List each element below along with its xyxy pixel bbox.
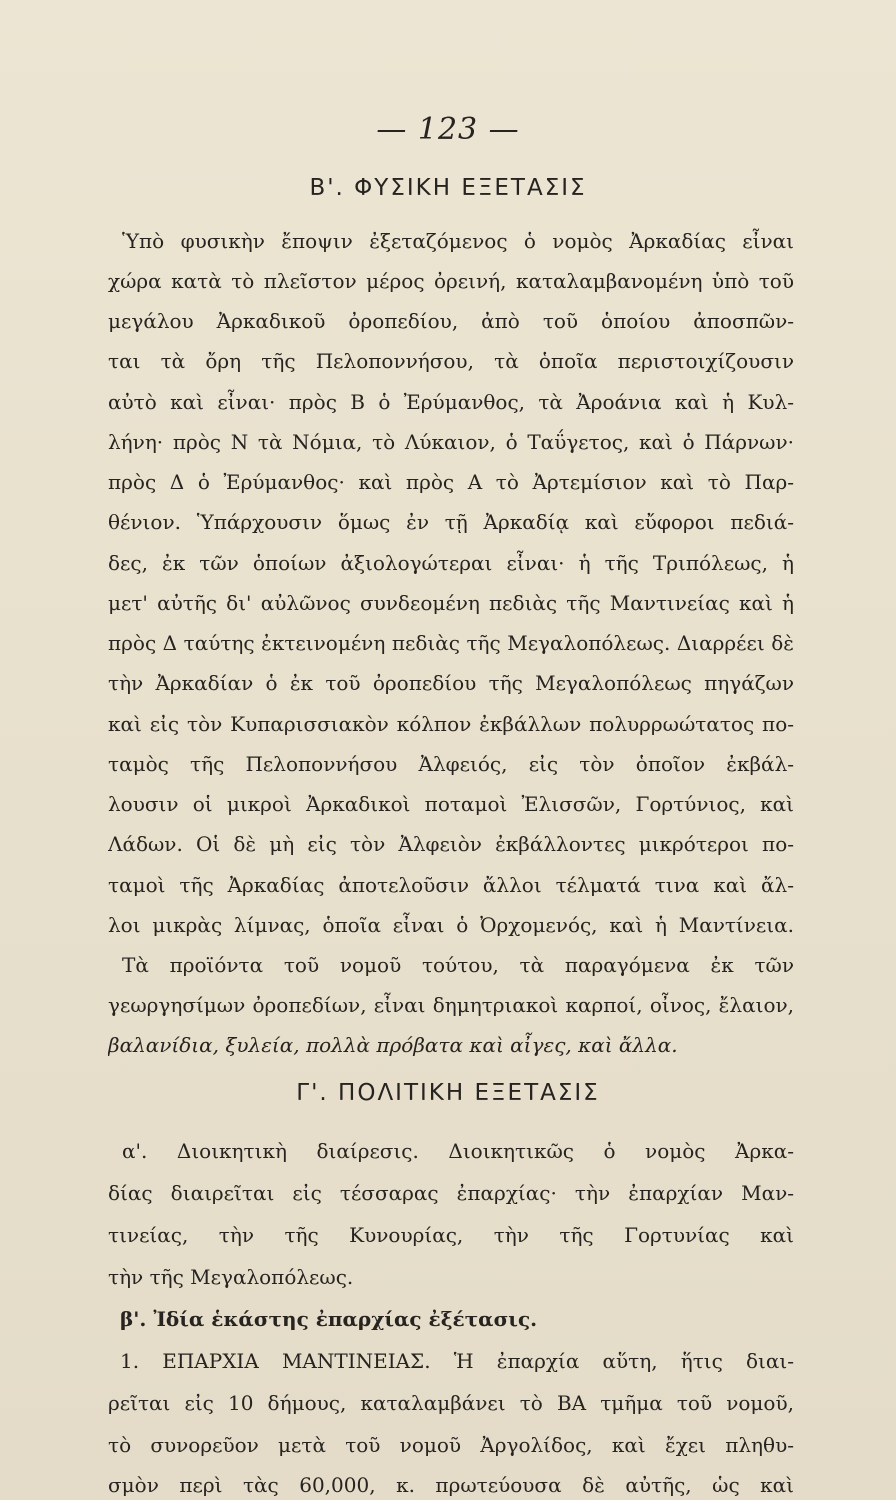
subheading-line: β'. Ἰδία ἑκάστης ἐπαρχίας ἐξέτασις. xyxy=(120,1307,538,1331)
text-line: πρὸς Δ ὁ Ἐρύμανθος· καὶ πρὸς Α τὸ Ἀρτεμίσιον καὶ τὸ Παρ- xyxy=(108,470,794,494)
text-line: λουσιν οἱ μικροὶ Ἀρκαδικοὶ ποταμοὶ Ἐλισσῶν, Γορτύνιος, καὶ xyxy=(108,792,794,816)
text-line: ται τὰ ὄρη τῆς Πελοποννήσου, τὰ ὁποῖα περιστοιχίζουσιν xyxy=(108,349,794,373)
text-line: τινείας, τὴν τῆς Κυνουρίας, τὴν τῆς Γορτυνίας καὶ xyxy=(108,1223,794,1247)
text-line: καὶ εἰς τὸν Κυπαρισσιακὸν κόλπον ἐκβάλλων πολυρρωώτατος πο- xyxy=(108,712,794,736)
text-line: μετ' αὐτῆς δι' αὐλῶνος συνδεομένη πεδιὰς τῆς Μαντινείας καὶ ἡ xyxy=(108,591,794,615)
text-line: μεγάλου Ἀρκαδικοῦ ὀροπεδίου, ἀπὸ τοῦ ὁποίου ἀποσπῶν- xyxy=(108,309,794,333)
text-line: ταμὸς τῆς Πελοποννήσου Ἀλφειός, εἰς τὸν ὁποῖον ἐκβάλ- xyxy=(108,752,794,776)
text-line: ταμοὶ τῆς Ἀρκαδίας ἀποτελοῦσιν ἄλλοι τέλματά τινα καὶ ἄλ- xyxy=(108,873,794,897)
text-line: Τὰ προϊόντα τοῦ νομοῦ τούτου, τὰ παραγόμενα ἐκ τῶν xyxy=(122,953,794,977)
text-line: λήνη· πρὸς Ν τὰ Νόμια, τὸ Λύκαιον, ὁ Ταΰγετος, καὶ ὁ Πάρνων· xyxy=(108,430,794,454)
section-heading-physical: Β'. ΦΥΣΙΚΗ ΕΞΕΤΑΣΙΣ xyxy=(309,175,587,201)
text-line: γεωργησίμων ὀροπεδίων, εἶναι δημητριακοὶ καρποί, οἶνος, ἔλαιον, xyxy=(108,993,794,1017)
text-line: λοι μικρὰς λίμνας, ὁποῖα εἶναι ὁ Ὀρχομενός, καὶ ἡ Μαντίνεια. xyxy=(108,913,794,937)
text-line: θένιον. Ὑπάρχουσιν ὅμως ἐν τῇ Ἀρκαδίᾳ καὶ εὔφοροι πεδιά- xyxy=(108,510,794,534)
text-line: ρεῖται εἰς 10 δήμους, καταλαμβάνει τὸ ΒΑ τμῆμα τοῦ νομοῦ, xyxy=(108,1391,794,1415)
text-line: βαλανίδια, ξυλεία, πολλὰ πρόβατα καὶ αἶγες, καὶ ἄλλα. xyxy=(108,1033,678,1057)
text-line: τὴν τῆς Μεγαλοπόλεως. xyxy=(108,1265,354,1289)
text-line: δίας διαιρεῖται εἰς τέσσαρας ἐπαρχίας· τὴν ἐπαρχίαν Μαν- xyxy=(108,1181,794,1205)
text-line: τὸ συνορεῦον μετὰ τοῦ νομοῦ Ἀργολίδος, καὶ ἔχει πληθυ- xyxy=(108,1433,794,1457)
text-line: πρὸς Δ ταύτης ἐκτεινομένη πεδιὰς τῆς Μεγαλοπόλεως. Διαρρέει δὲ xyxy=(108,631,794,655)
text-line: τὴν Ἀρκαδίαν ὁ ἐκ τοῦ ὀροπεδίου τῆς Μεγαλοπόλεως πηγάζων xyxy=(108,671,794,695)
text-line: δες, ἐκ τῶν ὁποίων ἀξιολογώτεραι εἶναι· ἡ τῆς Τριπόλεως, ἡ xyxy=(108,551,794,575)
text-line: Λάδων. Οἱ δὲ μὴ εἰς τὸν Ἀλφειὸν ἐκβάλλοντες μικρότεροι πο- xyxy=(108,832,794,856)
text-line: χώρα κατὰ τὸ πλεῖστον μέρος ὀρεινή, καταλαμβανομένη ὑπὸ τοῦ xyxy=(108,269,794,293)
text-line: σμὸν περὶ τὰς 60,000, κ. πρωτεύουσα δὲ αὐτῆς, ὡς καὶ xyxy=(108,1473,794,1497)
text-line: αὐτὸ καὶ εἶναι· πρὸς Β ὁ Ἐρύμανθος, τὰ Ἀροάνια καὶ ἡ Κυλ- xyxy=(108,390,794,414)
text-line: 1. ΕΠΑΡΧΙΑ ΜΑΝΤΙΝΕΙΑΣ. Ἡ ἐπαρχία αὕτη, ἥτις διαι- xyxy=(120,1349,794,1373)
text-line: α'. Διοικητικὴ διαίρεσις. Διοικητικῶς ὁ νομὸς Ἀρκα- xyxy=(122,1139,794,1163)
text-line: Ὑπὸ φυσικὴν ἔποψιν ἐξεταζόμενος ὁ νομὸς Ἀρκαδίας εἶναι xyxy=(122,229,794,253)
page-number: — 123 — xyxy=(376,112,520,147)
section-heading-political: Γ'. ΠΟΛΙΤΙΚΗ ΕΞΕΤΑΣΙΣ xyxy=(296,1080,600,1106)
